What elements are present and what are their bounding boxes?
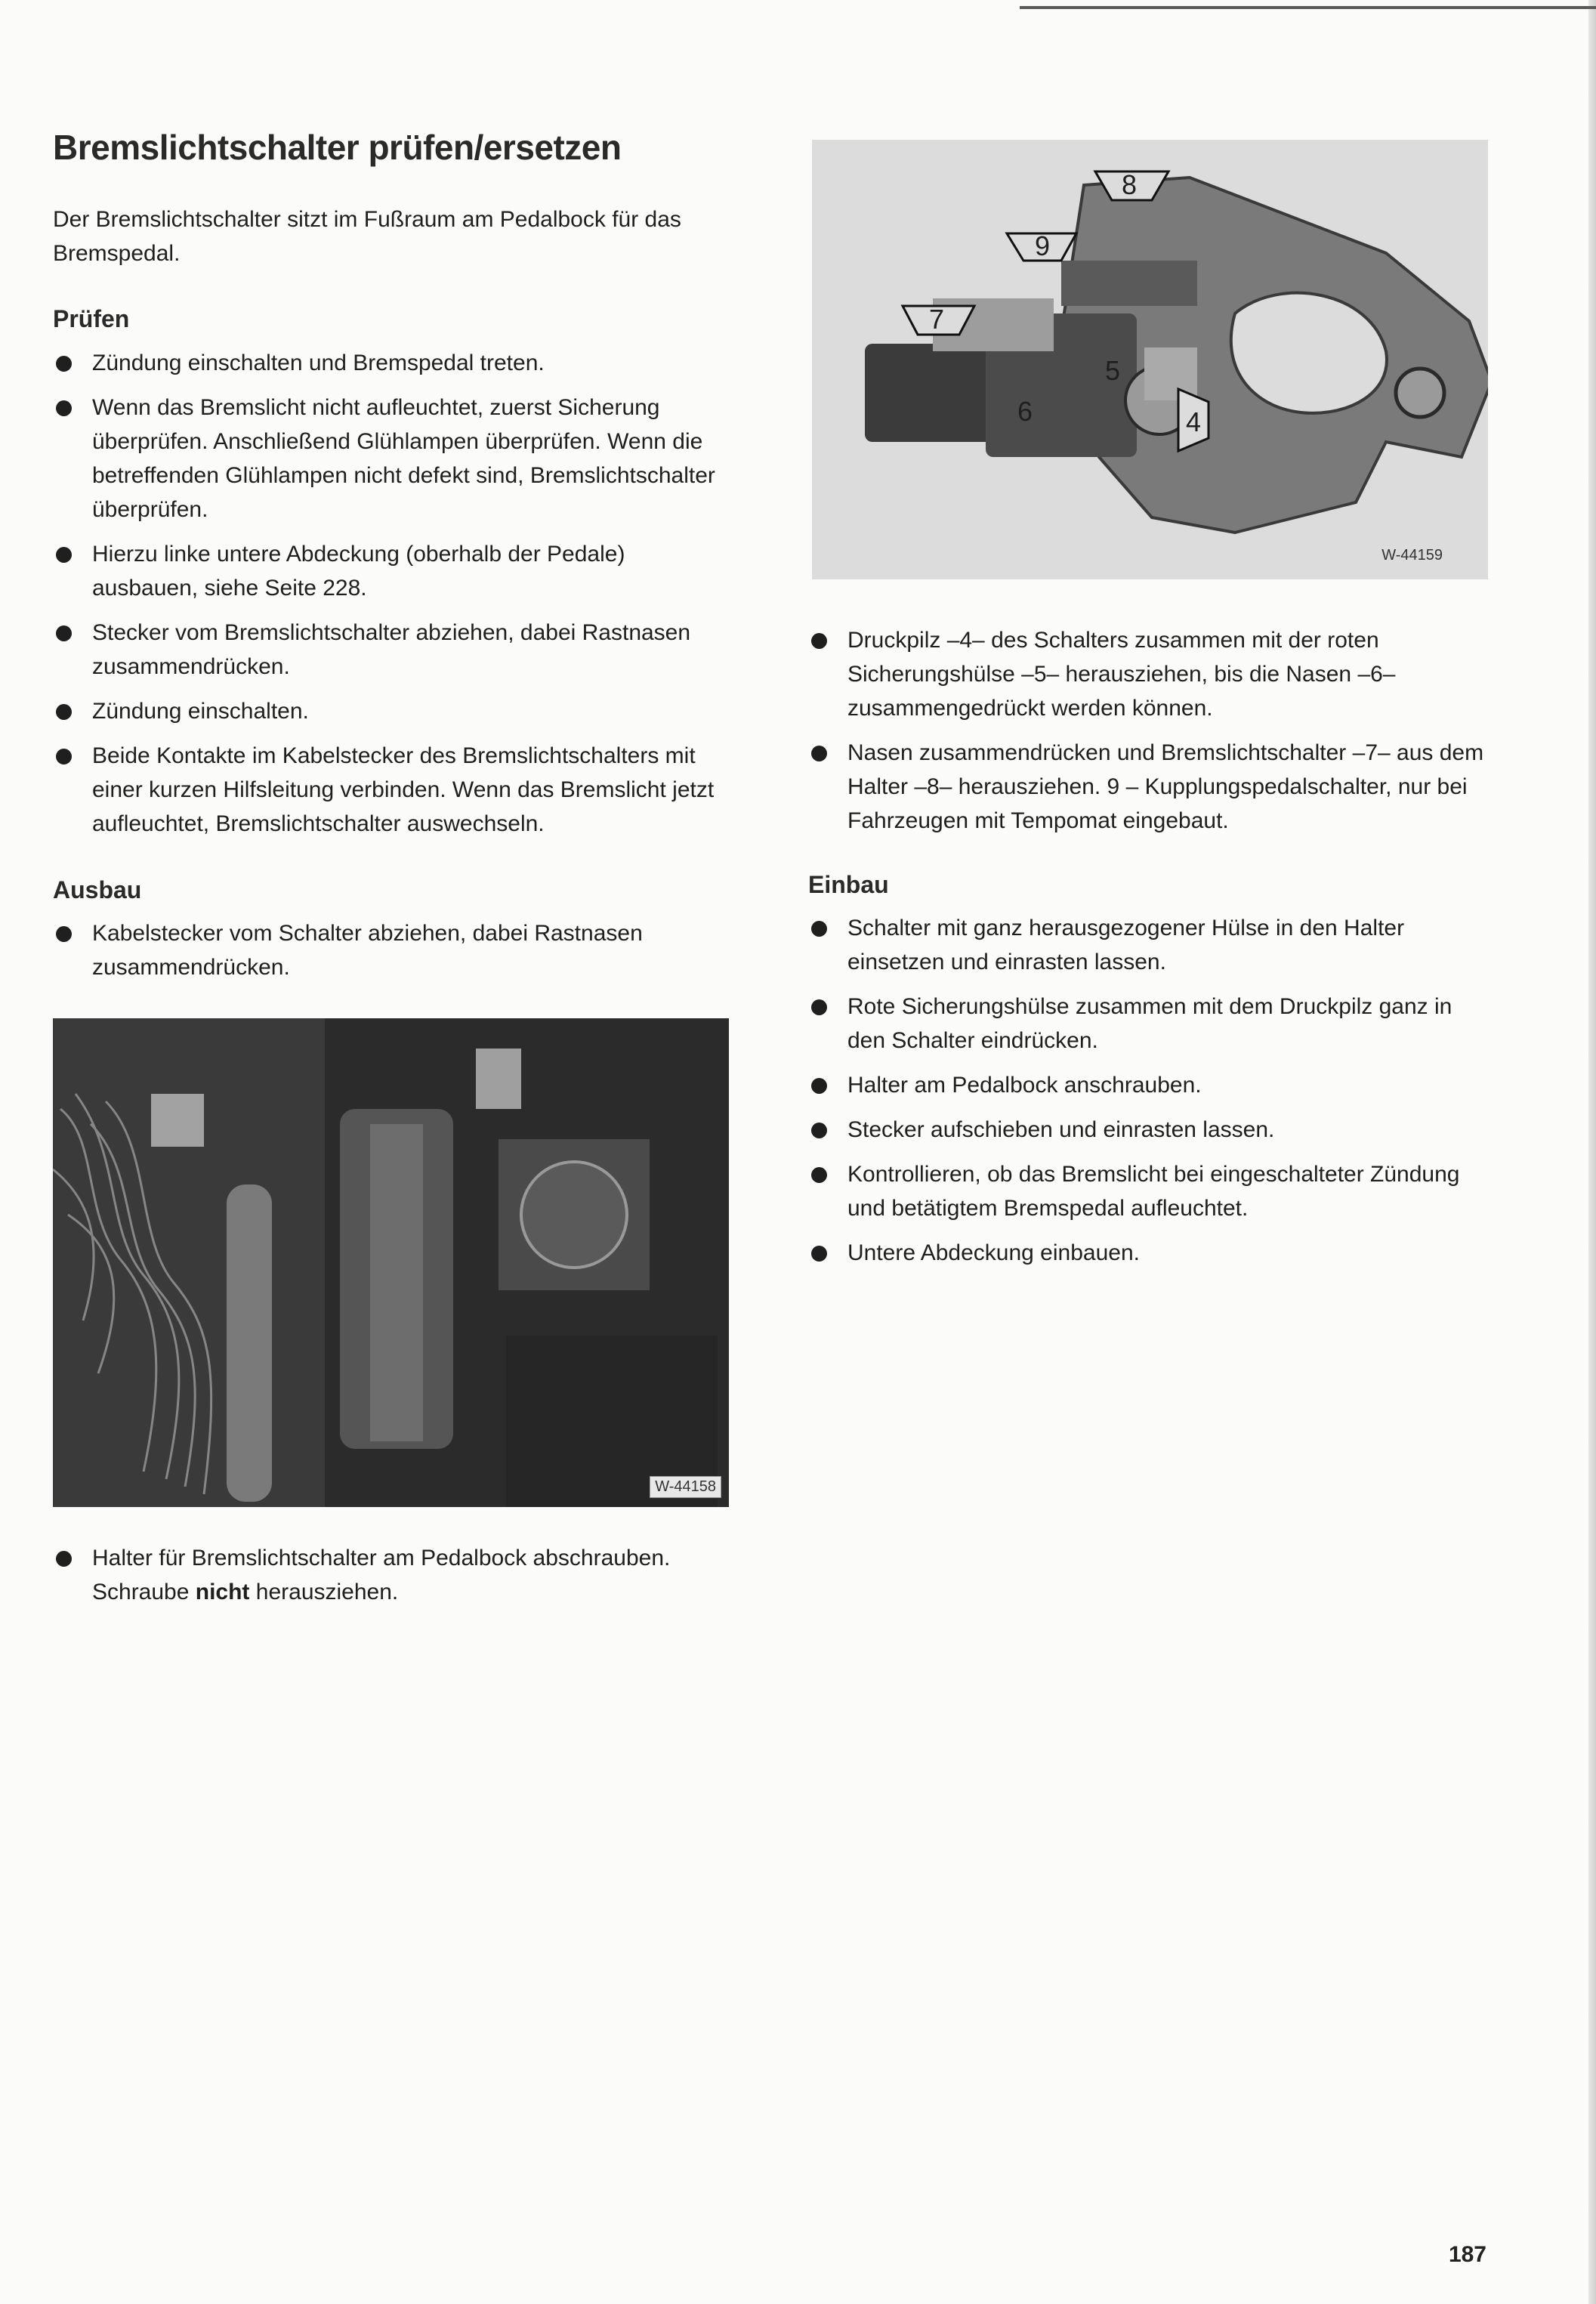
list-item	[53, 1541, 729, 1609]
callout-5: 5	[1105, 355, 1121, 386]
list-item: Stecker aufschieben und einrasten lassen.	[808, 1113, 1488, 1147]
einbau-heading: Einbau	[808, 871, 889, 898]
list-item: Zündung einschalten und Bremspedal treten.	[53, 346, 729, 380]
callout-6: 6	[1017, 396, 1033, 427]
einbau-list	[808, 911, 1488, 1280]
list-item: Stecker vom Bremslichtschalter abziehen, dabei Rastnasen zusammendrücken.	[53, 616, 729, 684]
right-list	[808, 623, 1488, 848]
list-item: Kontrollieren, ob das Bremslicht bei eingeschalteter Zündung und betätigtem Bremspedal aufleuchtet.	[808, 1157, 1488, 1225]
pruefen-heading: Prüfen	[53, 305, 130, 332]
page-title: Bremslichtschalter prüfen/ersetzen	[53, 128, 622, 167]
pedal-photo-illustration	[53, 1018, 729, 1507]
list-item: Druckpilz –4– des Schalters zusammen mit der roten Sicherungshülse –5– herausziehen, bis die Nasen –6– zusammengedrückt werden können.	[808, 623, 1488, 725]
page-edge	[1588, 0, 1596, 2304]
list-item: Halter am Pedalbock anschrauben.	[808, 1068, 1488, 1102]
switch-photo-illustration	[812, 140, 1488, 579]
list-item: Nasen zusammendrücken und Bremslichtschalter –7– aus dem Halter –8– herausziehen. 9 – Kupplungspedalschalter, nur bei Fahrzeugen mit Tempomat eingebaut.	[808, 736, 1488, 838]
pruefen-list	[53, 346, 729, 851]
callout-4: 4	[1186, 406, 1202, 437]
list-item: Kabelstecker vom Schalter abziehen, dabei Rastnasen zusammendrücken.	[53, 916, 729, 984]
list-item: Beide Kontakte im Kabelstecker des Bremslichtschalters mit einer kurzen Hilfsleitung verbinden. Wenn das Bremslicht jetzt aufleuchtet, Bremslichtschalter auswechseln.	[53, 739, 729, 841]
list-item: Hierzu linke untere Abdeckung (oberhalb der Pedale) ausbauen, siehe Seite 228.	[53, 537, 729, 605]
top-rule	[1020, 6, 1596, 9]
ausbau-list	[53, 916, 729, 995]
list-item: Rote Sicherungshülse zusammen mit dem Druckpilz ganz in den Schalter eindrücken.	[808, 990, 1488, 1058]
ausbau-after-list	[53, 1541, 729, 1620]
after-figure-bold: nicht	[195, 1580, 250, 1604]
intro-text: Der Bremslichtschalter sitzt im Fußraum am Pedalbock für das Bremspedal.	[53, 207, 681, 266]
callout-9: 9	[1035, 230, 1051, 261]
after-figure-text-end: herausziehen.	[249, 1580, 399, 1604]
ausbau-heading: Ausbau	[53, 876, 142, 903]
list-item: Untere Abdeckung einbauen.	[808, 1236, 1488, 1270]
figure-code: W-44159	[1381, 547, 1443, 564]
after-figure-text: Halter für Bremslichtschalter am Pedalbock abschrauben. Schraube	[92, 1546, 671, 1604]
list-item: Schalter mit ganz herausgezogener Hülse in den Halter einsetzen und einrasten lassen.	[808, 911, 1488, 979]
list-item: Wenn das Bremslicht nicht aufleuchtet, zuerst Sicherung überprüfen. Anschließend Glühlampen überprüfen. Wenn die betreffenden Glühlampen nicht defekt sind, Bremslichtschalter überprüfen.	[53, 391, 729, 527]
pedal-photo	[53, 1018, 729, 1507]
list-item: Zündung einschalten.	[53, 694, 729, 728]
figure-code: W-44158	[650, 1476, 721, 1498]
callout-8: 8	[1122, 169, 1138, 200]
switch-photo	[812, 140, 1488, 579]
callout-7: 7	[929, 304, 945, 335]
page-number: 187	[1448, 2242, 1486, 2267]
